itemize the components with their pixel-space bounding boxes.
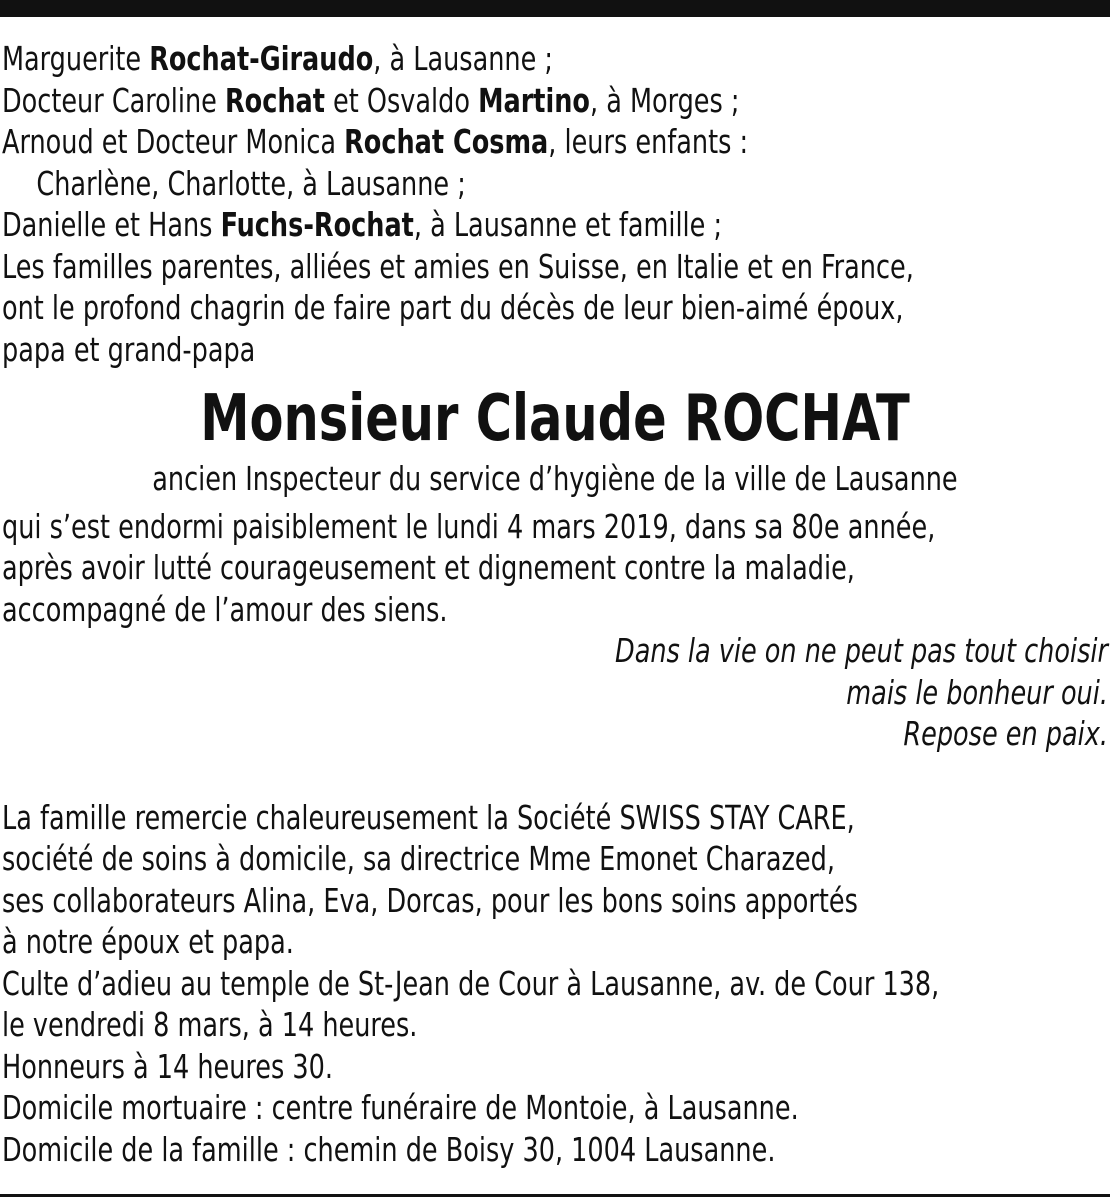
announcement-line: Les familles parentes, alliées et amies en Suisse, en Italie et en France, — [2, 246, 914, 286]
family-text: Danielle et Hans — [2, 205, 221, 244]
family-line — [2, 80, 1108, 122]
announcement-line: papa et grand-papa — [2, 329, 256, 369]
quote-line: Dans la vie on ne peut pas tout choisir — [615, 631, 1108, 670]
closing-line: Domicile de la famille : chemin de Boisy 30, 1004 Lausanne. — [2, 1129, 776, 1169]
family-text: , leurs enfants : — [548, 122, 749, 161]
family-line: Charlène, Charlotte, à Lausanne ; — [36, 163, 466, 203]
obituary-notice — [2, 38, 1108, 1170]
top-rule — [0, 0, 1110, 17]
family-line — [2, 121, 1108, 163]
family-text: Arnoud et Docteur Monica — [2, 122, 345, 161]
closing-line: Honneurs à 14 heures 30. — [2, 1046, 334, 1086]
family-surname: Fuchs-Rochat — [220, 205, 414, 244]
family-line — [2, 204, 1108, 246]
family-text: Docteur Caroline — [2, 80, 225, 120]
family-text: , à Morges ; — [589, 80, 740, 120]
closing-line: le vendredi 8 mars, à 14 heures. — [2, 1005, 418, 1044]
family-line — [2, 38, 1108, 80]
quote-line: mais le bonheur oui. — [846, 672, 1108, 712]
family-surname: Rochat — [224, 80, 325, 120]
passing-line: accompagné de l’amour des siens. — [2, 589, 448, 629]
closing-line: société de soins à domicile, sa directrice Mme Emonet Charazed, — [2, 839, 835, 878]
family-text: , à Lausanne ; — [373, 39, 554, 78]
bottom-rule — [0, 1194, 1110, 1197]
family-surname: Rochat-Giraudo — [149, 39, 374, 78]
passing-line: qui s’est endormi paisiblement le lundi 4 mars 2019, dans sa 80e année, — [2, 506, 936, 546]
closing-line: ses collaborateurs Alina, Eva, Dorcas, pour les bons soins apportés — [2, 880, 858, 920]
section-spacer — [2, 755, 1108, 797]
closing-line: Domicile mortuaire : centre funéraire de Montoie, à Lausanne. — [2, 1088, 799, 1127]
family-surname: Martino — [478, 80, 590, 120]
deceased-role: ancien Inspecteur du service d’hygiène de la ville de Lausanne — [152, 459, 958, 498]
family-text: Marguerite — [2, 39, 150, 78]
deceased-name: Monsieur Claude ROCHAT — [200, 382, 910, 456]
passing-line: après avoir lutté courageusement et dignement contre la maladie, — [2, 548, 855, 587]
closing-line: La famille remercie chaleureusement la Société SWISS STAY CARE, — [2, 797, 855, 837]
family-text: , à Lausanne et famille ; — [413, 205, 723, 244]
closing-line: à notre époux et papa. — [2, 922, 294, 961]
closing-line: Culte d’adieu au temple de St-Jean de Cour à Lausanne, av. de Cour 138, — [2, 963, 940, 1003]
announcement-line: ont le profond chagrin de faire part du décès de leur bien-aimé époux, — [2, 288, 904, 327]
quote-line: Repose en paix. — [903, 714, 1108, 753]
family-surname: Rochat Cosma — [344, 122, 549, 161]
family-text: et Osvaldo — [324, 80, 479, 120]
